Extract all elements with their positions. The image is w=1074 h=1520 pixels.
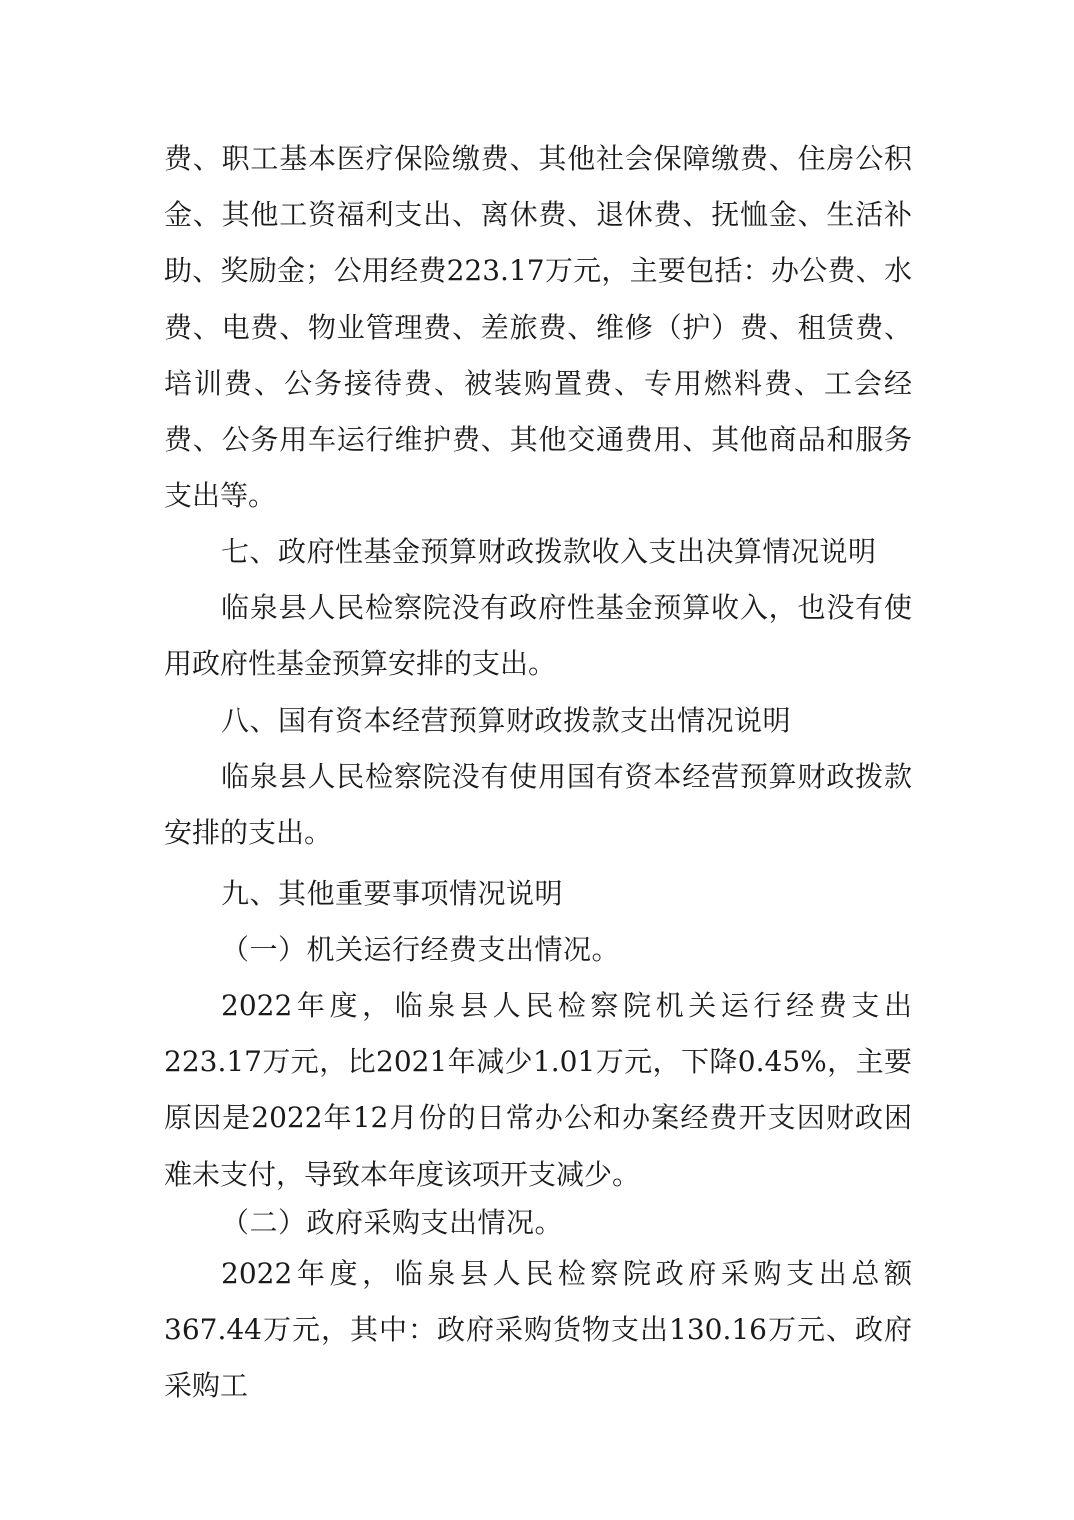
subsection-1-body: 2022年度，临泉县人民检察院机关运行经费支出223.17万元，比2021年减少1.01万元，下降0.45%，主要原因是2022年12月份的日常办公和办案经费开支因财政困难未支付，导致本年度该项开支减少。	[164, 989, 912, 1191]
section-7-body: 临泉县人民检察院没有政府性基金预算收入，也没有使用政府性基金预算安排的支出。	[164, 591, 912, 681]
subsection-2-heading: （二）政府采购支出情况。	[221, 1206, 564, 1239]
section-8-body: 临泉县人民检察院没有使用国有资本经营预算财政拨款安排的支出。	[164, 760, 912, 850]
subsection-2-body: 2022年度，临泉县人民检察院政府采购支出总额367.44万元，其中：政府采购货物支出130.16万元、政府采购工	[164, 1257, 912, 1403]
paragraph-personnel-and-public-expenses: 费、职工基本医疗保险缴费、其他社会保障缴费、住房公积金、其他工资福利支出、离休费、退休费、抚恤金、生活补助、奖励金；公用经费223.17万元，主要包括：办公费、水费、电费、物业管理费、差旅费、维修（护）费、租赁费、培训费、公务接待费、被装购置费、专用燃料费、工会经费、公务用车运行维护费、其他交通费用、其他商品和服务支出等。	[164, 142, 912, 513]
subsection-1-heading: （一）机关运行经费支出情况。	[221, 933, 621, 966]
section-8-heading: 八、国有资本经营预算财政拨款支出情况说明	[221, 704, 792, 737]
section-9-heading: 九、其他重要事项情况说明	[221, 877, 564, 910]
section-7-heading: 七、政府性基金预算财政拨款收入支出决算情况说明	[221, 535, 877, 568]
